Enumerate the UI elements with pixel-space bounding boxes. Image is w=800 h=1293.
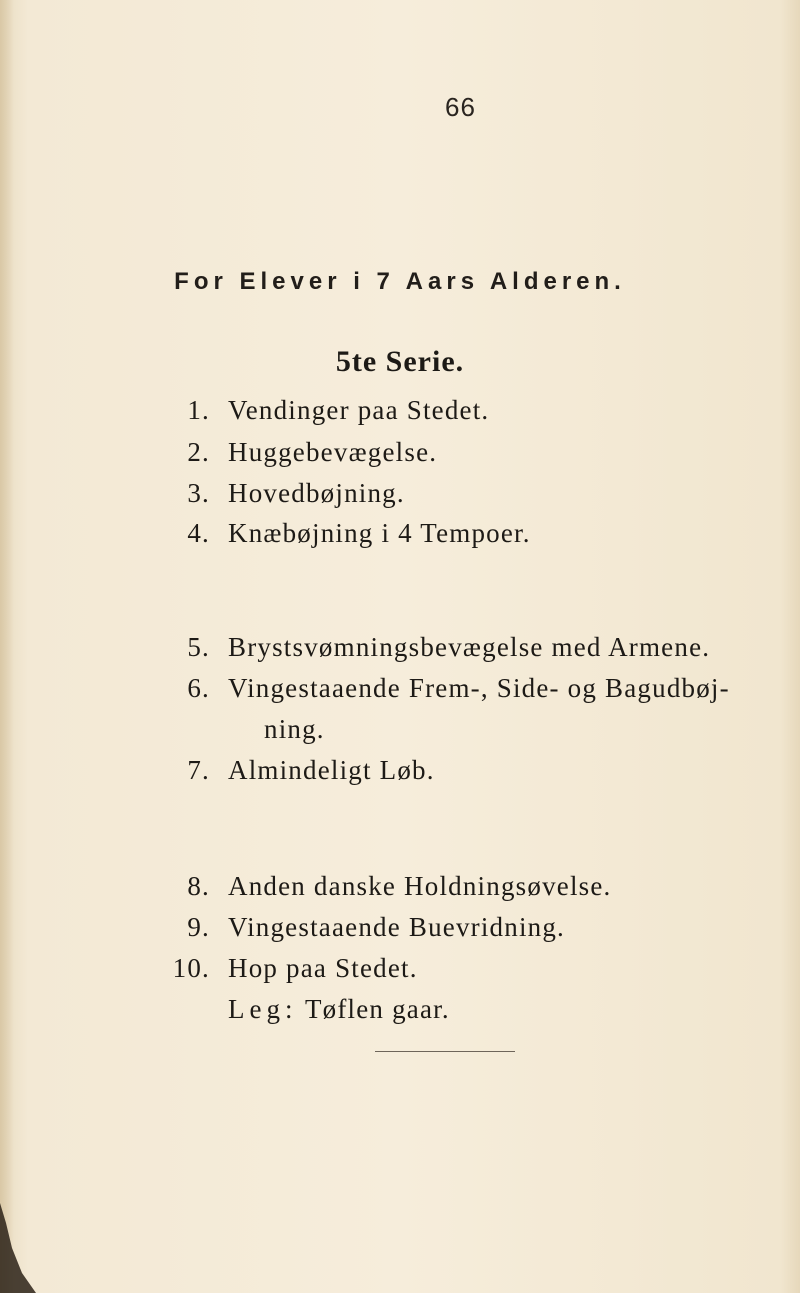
item-text: Almindeligt Løb. <box>228 755 435 785</box>
item-number: 5. <box>187 632 210 662</box>
item-text: Hovedbøjning. <box>228 478 405 508</box>
series-title: 5te Serie. <box>335 345 465 378</box>
section-heading: For Elever i 7 Aars Alderen. <box>174 268 626 295</box>
item-text: Vendinger paa Stedet. <box>228 395 490 425</box>
item-number: 9. <box>187 912 210 942</box>
item-number: 3. <box>187 478 210 508</box>
item-text: Vingestaaende Frem-, Side- og Bagudbøj- <box>228 673 730 703</box>
item-text: Vingestaaende Buevridning. <box>228 912 565 942</box>
item-text: Anden danske Holdningsøvelse. <box>228 871 612 901</box>
item-number: 6. <box>187 673 210 703</box>
page-corner-stain <box>0 1203 40 1293</box>
end-rule <box>375 1051 515 1052</box>
leg-text: Tøflen gaar. <box>304 994 450 1024</box>
item-number: 2. <box>187 437 210 467</box>
item-text: Huggebevægelse. <box>228 437 438 467</box>
item-number: 4. <box>187 518 210 548</box>
page-number: 66 <box>445 92 476 122</box>
leg-label: Leg: <box>228 994 298 1024</box>
item-text: Brystsvømningsbevægelse med Armene. <box>228 632 711 662</box>
item-text: Hop paa Stedet. <box>228 953 418 983</box>
item-text: Knæbøjning i 4 Tempoer. <box>228 518 531 548</box>
page-edge-shadow <box>0 0 14 1293</box>
leg-text-group <box>228 994 450 1025</box>
item-number: 10. <box>172 953 210 983</box>
item-text: ning. <box>264 714 325 744</box>
item-number: 8. <box>187 871 210 901</box>
item-number: 7. <box>187 755 210 785</box>
item-number: 1. <box>187 395 210 425</box>
